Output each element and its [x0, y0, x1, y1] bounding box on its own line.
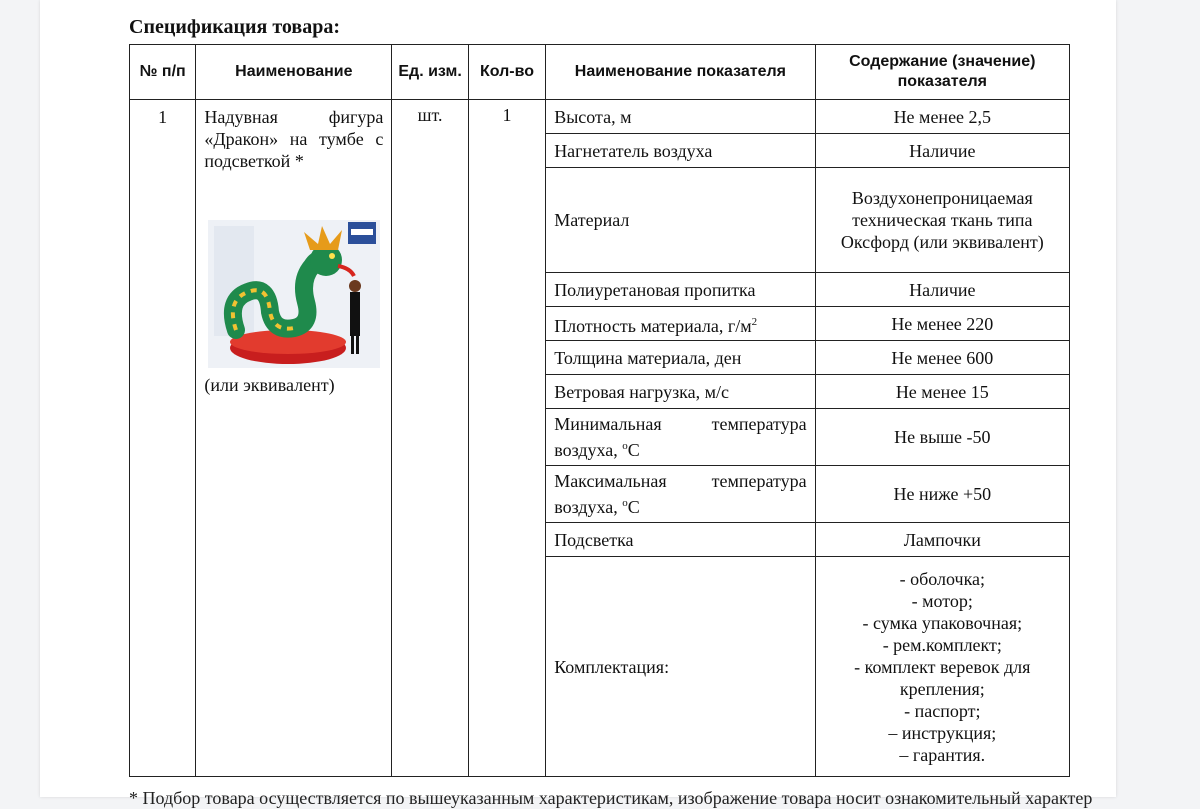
- list-item: - паспорт;: [904, 700, 981, 721]
- item-unit: шт.: [392, 100, 468, 777]
- item-note: (или эквивалент): [204, 375, 335, 395]
- list-item: - сумка упаковочная;: [862, 612, 1023, 633]
- param-value: Не менее 15: [815, 375, 1069, 409]
- list-item: - оболочка;: [899, 568, 986, 589]
- list-item: - комплект веревок для крепления;: [854, 656, 1031, 699]
- header-num: № п/п: [130, 45, 196, 100]
- param-name: [546, 307, 815, 341]
- dragon-photo-icon: [208, 220, 380, 368]
- table-header-row: [130, 45, 1070, 100]
- param-value-list: [815, 557, 1069, 777]
- param-value: Не ниже +50: [815, 466, 1069, 523]
- param-value: Лампочки: [815, 523, 1069, 557]
- item-qty: 1: [468, 100, 545, 777]
- param-name-text: Плотность материала, г/м: [554, 315, 752, 336]
- param-value: Наличие: [815, 273, 1069, 307]
- superscript: о: [622, 497, 628, 509]
- param-value: Воздухонепроницаемая техническая ткань типа Оксфорд (или эквивалент): [815, 168, 1069, 273]
- param-name-text: Максимальная температура воздуха,: [554, 471, 807, 517]
- header-unit: Ед. изм.: [392, 45, 468, 100]
- param-name: Подсветка: [546, 523, 815, 557]
- list-item: - мотор;: [911, 590, 973, 611]
- page-title: Спецификация товара:: [129, 16, 340, 38]
- param-name: Полиуретановая пропитка: [546, 273, 815, 307]
- param-name: Высота, м: [546, 100, 815, 134]
- spec-table: [129, 44, 1070, 777]
- list-item: - рем.комплект;: [882, 634, 1002, 655]
- param-value: Не менее 600: [815, 341, 1069, 375]
- param-value: Не менее 2,5: [815, 100, 1069, 134]
- item-num: 1: [130, 100, 196, 777]
- list-item: – гарантия.: [899, 744, 986, 765]
- param-name: [546, 409, 815, 466]
- param-name-suffix: С: [627, 440, 640, 460]
- param-value: Не менее 220: [815, 307, 1069, 341]
- param-name: Ветровая нагрузка, м/с: [546, 375, 815, 409]
- item-name: Надувная фигура «Дракон» на тумбе с подсветкой *: [204, 107, 384, 171]
- param-value: Не выше -50: [815, 409, 1069, 466]
- superscript: 2: [751, 315, 758, 328]
- table-row: [130, 100, 1070, 134]
- param-name-suffix: С: [627, 497, 640, 517]
- document-page: [40, 0, 1116, 808]
- superscript: о: [622, 440, 628, 452]
- footnote: * Подбор товара осуществляется по вышеуказанным характеристикам, изображение товара носит ознакомительный характер: [129, 788, 1093, 808]
- list-item: – инструкция;: [888, 722, 997, 743]
- header-qty: Кол-во: [468, 45, 545, 100]
- param-value: Наличие: [815, 134, 1069, 168]
- param-name: [546, 466, 815, 523]
- param-name-text: Минимальная температура воздуха,: [554, 414, 807, 460]
- item-name-cell: [196, 100, 392, 777]
- param-name: Комплектация:: [546, 557, 815, 777]
- header-name: Наименование: [196, 45, 392, 100]
- header-value: Содержание (значение) показателя: [815, 45, 1069, 100]
- param-name: Материал: [546, 168, 815, 273]
- param-name: Толщина материала, ден: [546, 341, 815, 375]
- header-param: Наименование показателя: [546, 45, 815, 100]
- param-name: Нагнетатель воздуха: [546, 134, 815, 168]
